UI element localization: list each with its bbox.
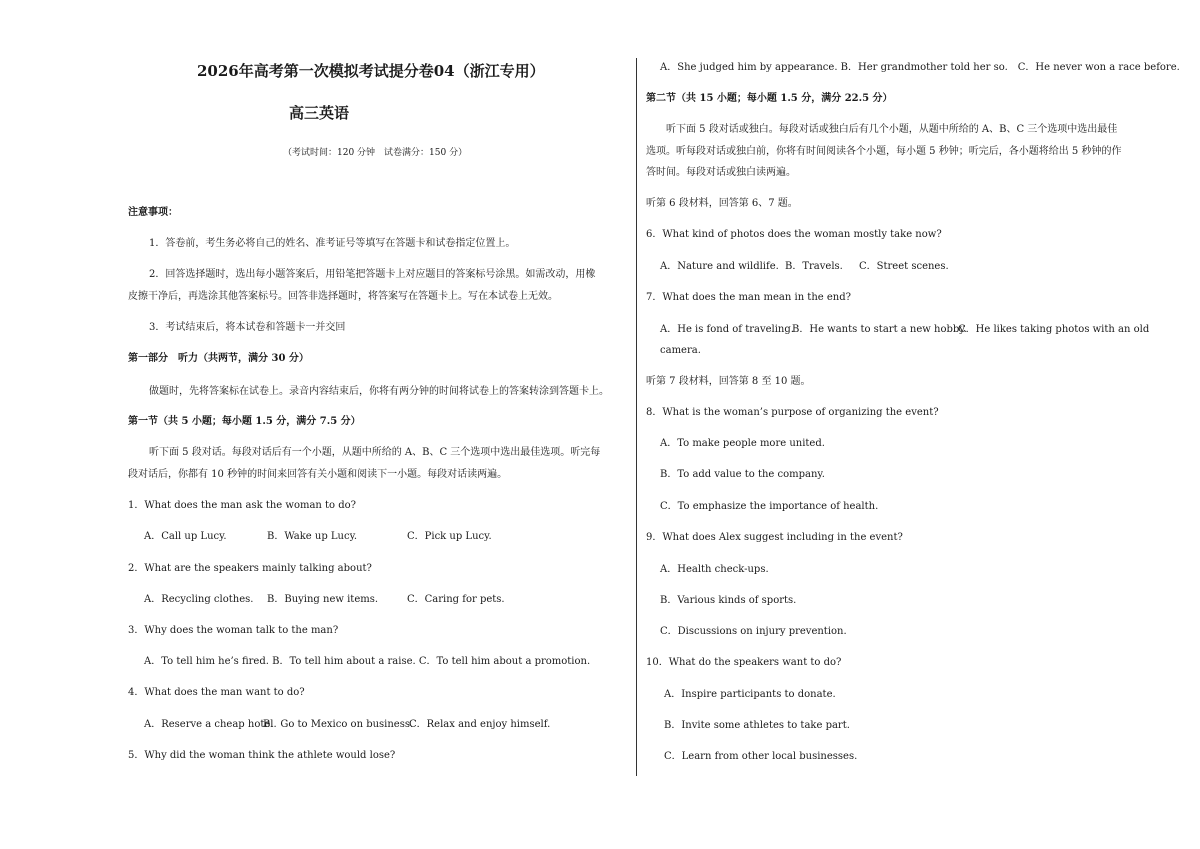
section1-intro-line1: 听下面 5 段对话。每段对话后有一个小题，从题中所给的 A、B、C 三个选项中选出最佳选项。听完每: [149, 447, 601, 458]
notice-item-1: 1．答卷前，考生务必将自己的姓名、准考证号等填写在答题卡和试卷指定位置上。: [149, 238, 516, 249]
q10-stem: 10．What do the speakers want to do?: [646, 657, 842, 668]
material-7-instruction: 听第 7 段材料，回答第 8 至 10 题。: [646, 376, 811, 387]
q4-stem: 4．What does the man want to do?: [128, 687, 305, 698]
subject-title: 高三英语: [289, 104, 350, 122]
exam-time: （考试时间：120 分钟 试卷满分：150 分）: [283, 148, 468, 158]
notice-heading: 注意事项：: [128, 207, 178, 218]
q10-option-a: A．Inspire participants to donate.: [664, 689, 836, 700]
q3-stem: 3．Why does the woman talk to the man?: [128, 625, 339, 636]
q5-options: A．She judged him by appearance. B．Her grandmother told her so. C．He never won a race before.: [660, 62, 1180, 73]
notice-item-3: 3．考试结束后，将本试卷和答题卡一并交回: [149, 322, 346, 333]
notice-item-2-line2: 皮擦干净后，再选涂其他答案标号。回答非选择题时，将答案写在答题卡上。写在本试卷上无效。: [128, 291, 558, 302]
material-6-instruction: 听第 6 段材料，回答第 6、7 题。: [646, 198, 798, 209]
part1-heading: 第一部分 听力（共两节，满分 30 分）: [128, 353, 309, 364]
exam-title: 2026年高考第一次模拟考试提分卷04（浙江专用）: [197, 62, 545, 80]
section2-intro-line3: 答时间。每段对话或独白读两遍。: [646, 167, 796, 178]
q9-option-a: A．Health check-ups.: [660, 564, 769, 575]
q9-stem: 9．What does Alex suggest including in the event?: [646, 532, 903, 543]
q4-option-a: A．Reserve a cheap hotel.: [144, 719, 277, 730]
q8-option-c: C．To emphasize the importance of health.: [660, 501, 879, 512]
q8-option-b: B．To add value to the company.: [660, 469, 825, 480]
q9-option-c: C．Discussions on injury prevention.: [660, 626, 847, 637]
q1-option-c: C．Pick up Lucy.: [407, 531, 492, 542]
section2-heading: 第二节（共 15 小题；每小题 1.5 分，满分 22.5 分）: [646, 93, 893, 104]
q7-option-a: A．He is fond of traveling.: [660, 324, 794, 335]
section2-intro-line2: 选项。听每段对话或独白前，你将有时间阅读各个小题，每小题 5 秒钟；听完后，各小题将给出 5 秒钟的作: [646, 146, 1122, 157]
q10-option-c: C．Learn from other local businesses.: [664, 751, 858, 762]
part1-intro: 做题时，先将答案标在试卷上。录音内容结束后，你将有两分钟的时间将试卷上的答案转涂到答题卡上。: [149, 386, 609, 397]
q2-option-c: C．Caring for pets.: [407, 594, 505, 605]
q8-stem: 8．What is the woman’s purpose of organizing the event?: [646, 407, 939, 418]
q5-stem: 5．Why did the woman think the athlete would lose?: [128, 750, 396, 761]
q6-option-c: C．Street scenes.: [859, 261, 949, 272]
q8-option-a: A．To make people more united.: [660, 438, 825, 449]
q6-option-b: B．Travels.: [785, 261, 843, 272]
q7-option-b: B．He wants to start a new hobby.: [792, 324, 967, 335]
q7-option-c-continued: camera.: [660, 345, 701, 356]
q7-stem: 7．What does the man mean in the end?: [646, 292, 851, 303]
q10-option-b: B．Invite some athletes to take part.: [664, 720, 850, 731]
section1-intro-line2: 段对话后，你都有 10 秒钟的时间来回答有关小题和阅读下一小题。每段对话读两遍。: [128, 469, 508, 480]
q6-option-a: A．Nature and wildlife.: [660, 261, 779, 272]
q1-option-b: B．Wake up Lucy.: [267, 531, 358, 542]
q1-option-a: A．Call up Lucy.: [144, 531, 227, 542]
section2-intro-line1: 听下面 5 段对话或独白。每段对话或独白后有几个小题，从题中所给的 A、B、C 三个选项中选出最佳: [666, 124, 1118, 135]
q4-option-b: B．Go to Mexico on business.: [263, 719, 414, 730]
q2-option-b: B．Buying new items.: [267, 594, 379, 605]
section1-heading: 第一节（共 5 小题；每小题 1.5 分，满分 7.5 分）: [128, 416, 361, 427]
q9-option-b: B．Various kinds of sports.: [660, 595, 797, 606]
column-divider: [636, 58, 637, 776]
notice-item-2-line1: 2．回答选择题时，选出每小题答案后，用铅笔把答题卡上对应题目的答案标号涂黑。如需改动，用橡: [149, 269, 596, 280]
q4-option-c: C．Relax and enjoy himself.: [409, 719, 551, 730]
q2-option-a: A．Recycling clothes.: [144, 594, 254, 605]
q1-stem: 1．What does the man ask the woman to do?: [128, 500, 357, 511]
q7-option-c: C．He likes taking photos with an old: [958, 324, 1150, 335]
q6-stem: 6．What kind of photos does the woman mostly take now?: [646, 229, 942, 240]
q2-stem: 2．What are the speakers mainly talking about?: [128, 563, 372, 574]
q3-options: A．To tell him he’s fired. B．To tell him about a raise. C．To tell him about a promotion.: [144, 656, 591, 667]
